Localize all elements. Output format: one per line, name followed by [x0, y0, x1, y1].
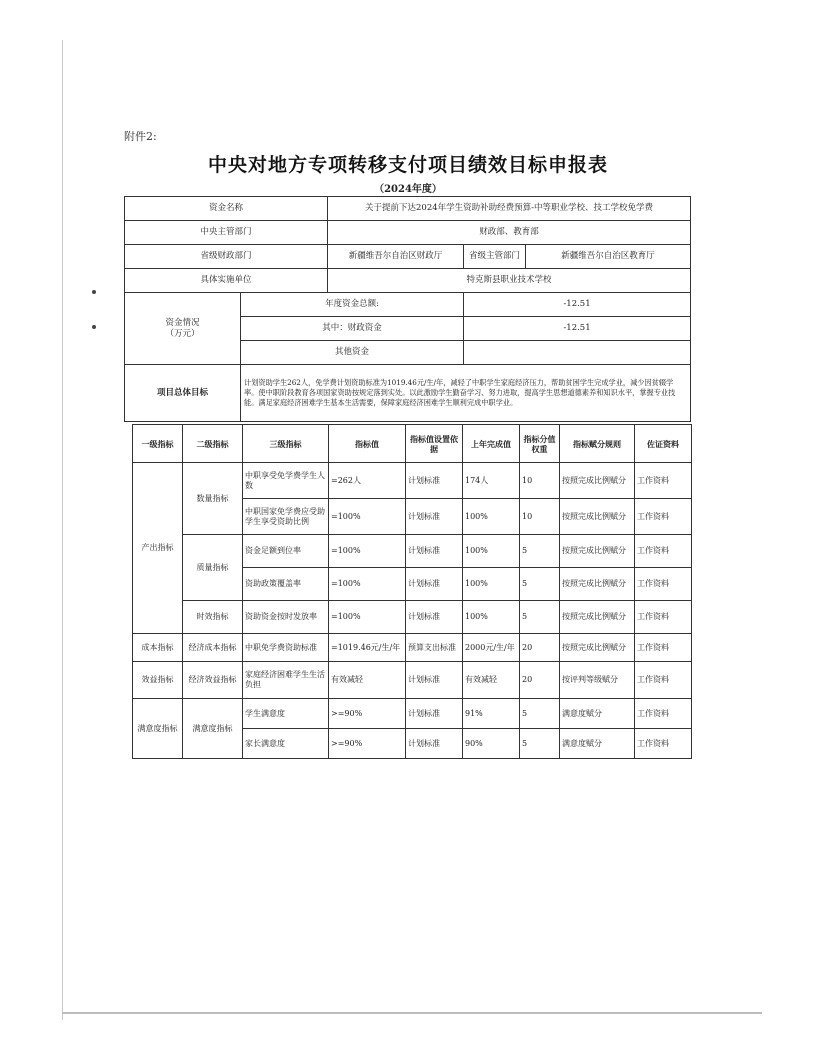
weight-cell: 20: [520, 634, 560, 662]
level2-quantity: 数量指标: [183, 463, 243, 535]
fund-name-value: 关于提前下达2024年学生资助补助经费预算-中等职业学校、技工学校免学费: [328, 197, 691, 221]
level3-cell: 中职享受免学费学生人数: [243, 463, 329, 499]
level3-cell: 学生满意度: [243, 699, 329, 729]
basis-cell: 计划标准: [406, 729, 463, 759]
evidence-cell: 工作资料: [635, 568, 692, 601]
level2-satisfaction: 满意度指标: [183, 699, 243, 759]
table-row: [133, 463, 692, 499]
last-year-cell: 91%: [463, 699, 520, 729]
weight-cell: 5: [520, 568, 560, 601]
basis-cell: 计划标准: [406, 463, 463, 499]
value-cell: >=90%: [329, 699, 406, 729]
basis-cell: 计划标准: [406, 568, 463, 601]
table-row: [133, 601, 692, 634]
prov-finance-value: 新疆维吾尔自治区财政厅: [328, 245, 464, 269]
funds-other-value: [464, 341, 691, 365]
value-cell: =100%: [329, 499, 406, 535]
weight-cell: 5: [520, 535, 560, 568]
prov-dept-label: 省级主管部门: [464, 245, 526, 269]
weight-cell: 10: [520, 499, 560, 535]
document-year: （2024年度）: [374, 184, 442, 195]
impl-unit-label: 具体实施单位: [125, 269, 328, 293]
last-year-cell: 100%: [463, 568, 520, 601]
rule-cell: 按照完成比例赋分: [560, 535, 635, 568]
goal-label: 项目总体目标: [125, 365, 241, 422]
level2-economic-benefit: 经济效益指标: [183, 662, 243, 699]
last-year-cell: 100%: [463, 499, 520, 535]
last-year-cell: 100%: [463, 601, 520, 634]
header-cell: 指标值设置依据: [406, 425, 463, 463]
last-year-cell: 174人: [463, 463, 520, 499]
evidence-cell: 工作资料: [635, 499, 692, 535]
rule-cell: 按照完成比例赋分: [560, 634, 635, 662]
central-dept-value: 财政部、教育部: [328, 221, 691, 245]
weight-cell: 5: [520, 699, 560, 729]
level3-cell: 资助政策覆盖率: [243, 568, 329, 601]
value-cell: >=90%: [329, 729, 406, 759]
rule-cell: 按照完成比例赋分: [560, 499, 635, 535]
prov-finance-label: 省级财政部门: [125, 245, 328, 269]
last-year-cell: 有效减轻: [463, 662, 520, 699]
value-cell: =100%: [329, 535, 406, 568]
central-dept-label: 中央主管部门: [125, 221, 328, 245]
header-cell: 一级指标: [133, 425, 183, 463]
evidence-cell: 工作资料: [635, 601, 692, 634]
value-cell: =262人: [329, 463, 406, 499]
rule-cell: 按评判等级赋分: [560, 662, 635, 699]
last-year-cell: 2000元/生/年: [463, 634, 520, 662]
level3-cell: 中职免学费资助标准: [243, 634, 329, 662]
header-cell: 上年完成值: [463, 425, 520, 463]
scan-edge-bottom: [62, 1012, 762, 1014]
level1-benefit: 效益指标: [133, 662, 183, 699]
header-cell: 指标分值权重: [520, 425, 560, 463]
level1-cost: 成本指标: [133, 634, 183, 662]
rule-cell: 按照完成比例赋分: [560, 601, 635, 634]
rule-cell: 满意度赋分: [560, 699, 635, 729]
value-cell: 有效减轻: [329, 662, 406, 699]
funds-label: 资金情况: [165, 317, 200, 328]
table-row: [133, 634, 692, 662]
evidence-cell: 工作资料: [635, 463, 692, 499]
attachment-label: 附件2:: [124, 130, 157, 143]
basis-cell: 计划标准: [406, 499, 463, 535]
level3-cell: 资金足额到位率: [243, 535, 329, 568]
header-cell: 指标赋分规则: [560, 425, 635, 463]
funds-total-label: 年度资金总额:: [241, 293, 464, 317]
scan-speck: [92, 325, 96, 329]
fund-info-table: [124, 196, 691, 422]
basis-cell: 计划标准: [406, 699, 463, 729]
rule-cell: 按照完成比例赋分: [560, 568, 635, 601]
scan-edge-left: [62, 40, 63, 1020]
last-year-cell: 100%: [463, 535, 520, 568]
header-cell: 二级指标: [183, 425, 243, 463]
evidence-cell: 工作资料: [635, 699, 692, 729]
funds-fiscal-label: 其中：财政资金: [241, 317, 464, 341]
evidence-cell: 工作资料: [635, 535, 692, 568]
table-row: [133, 535, 692, 568]
weight-cell: 5: [520, 601, 560, 634]
header-cell: 佐证资料: [635, 425, 692, 463]
rule-cell: 按照完成比例赋分: [560, 463, 635, 499]
funds-label-cell: [125, 293, 241, 365]
basis-cell: 计划标准: [406, 662, 463, 699]
weight-cell: 10: [520, 463, 560, 499]
impl-unit-value: 特克斯县职业技术学校: [328, 269, 691, 293]
fund-name-label: 资金名称: [125, 197, 328, 221]
value-cell: =100%: [329, 568, 406, 601]
goal-text: 计划资助学生262人，免学费计划资助标准为1019.46元/生/年，减轻了中职学生家庭经济压力，帮助贫困学生完成学业，减少因贫辍学率。使中职阶段教育各项国家资助按规定落到实处。以此激励学生勤奋学习、努力进取，提高学生思想道德素养和知识水平，掌握专业技能。满足家庭经济困难学生基本生活需要，保障家庭经济困难学生顺利完成中职学业。: [241, 365, 691, 422]
level1-output: 产出指标: [133, 463, 183, 634]
value-cell: =100%: [329, 601, 406, 634]
value-cell: =1019.46元/生/年: [329, 634, 406, 662]
weight-cell: 20: [520, 662, 560, 699]
evidence-cell: 工作资料: [635, 729, 692, 759]
evidence-cell: 工作资料: [635, 634, 692, 662]
level3-cell: 资助资金按时发放率: [243, 601, 329, 634]
weight-cell: 5: [520, 729, 560, 759]
header-cell: 指标值: [329, 425, 406, 463]
level2-quality: 质量指标: [183, 535, 243, 601]
document-title: 中央对地方专项转移支付项目绩效目标申报表: [207, 154, 608, 176]
level3-cell: 家长满意度: [243, 729, 329, 759]
funds-total-value: -12.51: [464, 293, 691, 317]
prov-dept-value: 新疆维吾尔自治区教育厅: [526, 245, 691, 269]
level1-satisfaction: 满意度指标: [133, 699, 183, 759]
indicator-table: [132, 424, 692, 759]
funds-unit: （万元）: [165, 328, 200, 339]
level3-cell: 家庭经济困难学生生活负担: [243, 662, 329, 699]
evidence-cell: 工作资料: [635, 662, 692, 699]
level2-timeliness: 时效指标: [183, 601, 243, 634]
rule-cell: 满意度赋分: [560, 729, 635, 759]
funds-other-label: 其他资金: [241, 341, 464, 365]
table-row: [133, 662, 692, 699]
basis-cell: 预算支出标准: [406, 634, 463, 662]
level3-cell: 中职国家免学费应受助学生享受资助比例: [243, 499, 329, 535]
basis-cell: 计划标准: [406, 535, 463, 568]
header-cell: 三级指标: [243, 425, 329, 463]
basis-cell: 计划标准: [406, 601, 463, 634]
scan-speck: [92, 290, 96, 294]
last-year-cell: 90%: [463, 729, 520, 759]
level2-economic-cost: 经济成本指标: [183, 634, 243, 662]
table-row: [133, 699, 692, 729]
funds-fiscal-value: -12.51: [464, 317, 691, 341]
